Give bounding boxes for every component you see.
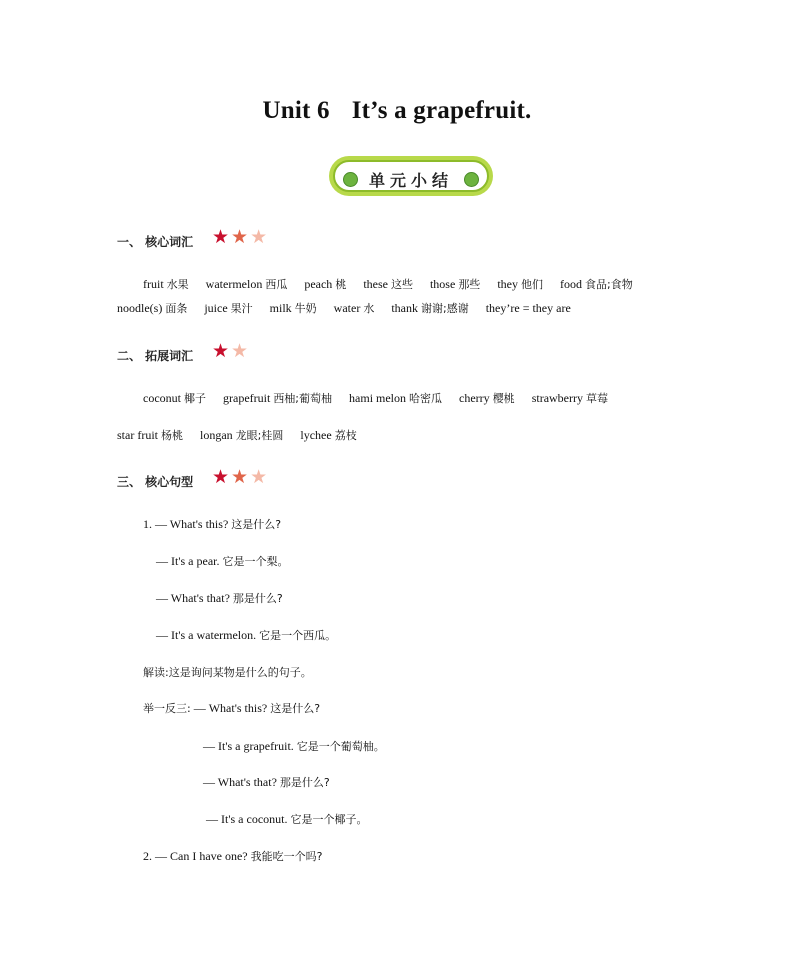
sentence-line: 1. — What's this? 这是什么? [143,517,282,531]
vocab-line: star fruit 杨桃 longan 龙眼;桂圆 lychee 荔枝 [117,428,357,442]
sentence-line: — What's that? 那是什么? [203,775,330,789]
vocab-line: noodle(s) 面条 juice 果汁 milk 牛奶 water 水 thank 谢谢;感谢 they’re = they are [117,301,571,315]
vocab-line: fruit 水果 watermelon 西瓜 peach 桃 these 这些 those 那些 they 他们 food 食品;食物 [143,277,633,291]
star-icon: ★ [231,340,249,362]
unit-title: It’s a grapefruit. [351,97,532,124]
rating-stars [212,341,250,361]
sentence-line: — It's a grapefruit. 它是一个葡萄柚。 [203,739,385,753]
sentence-line: — It's a pear. 它是一个梨。 [156,554,289,568]
sentence-line: 2. — Can I have one? 我能吃一个吗? [143,849,323,863]
star-icon: ★ [212,340,230,362]
star-icon: ★ [212,466,230,488]
rating-stars [212,227,269,247]
star-icon: ★ [212,226,230,248]
unit-summary-badge [329,156,493,196]
star-icon: ★ [231,226,249,248]
star-icon: ★ [231,466,249,488]
badge-label: 单元小结 [368,171,453,190]
page-title [0,97,794,125]
vocab-line: coconut 椰子 grapefruit 西柚;葡萄柚 hami melon 哈密瓜 cherry 樱桃 strawberry 草莓 [143,391,608,405]
sentence-line: 举一反三: — What's this? 这是什么? [143,701,321,715]
sentence-line: — What's that? 那是什么? [156,591,283,605]
sentence-line: — It's a watermelon. 它是一个西瓜。 [156,628,337,642]
section-heading-core-vocab: 一、 核心词汇 [117,235,194,249]
badge-frame [333,160,489,192]
star-icon: ★ [250,226,268,248]
rating-stars [212,467,269,487]
section-heading-ext-vocab: 二、 拓展词汇 [117,349,194,363]
green-dot-icon [464,172,479,187]
star-icon: ★ [250,466,268,488]
sentence-line: — It's a coconut. 它是一个椰子。 [206,812,368,826]
unit-number: Unit 6 [262,97,330,124]
section-heading-core-sentences: 三、 核心句型 [117,475,194,489]
explanation-line: 解读:这是询问某物是什么的句子。 [143,666,312,679]
